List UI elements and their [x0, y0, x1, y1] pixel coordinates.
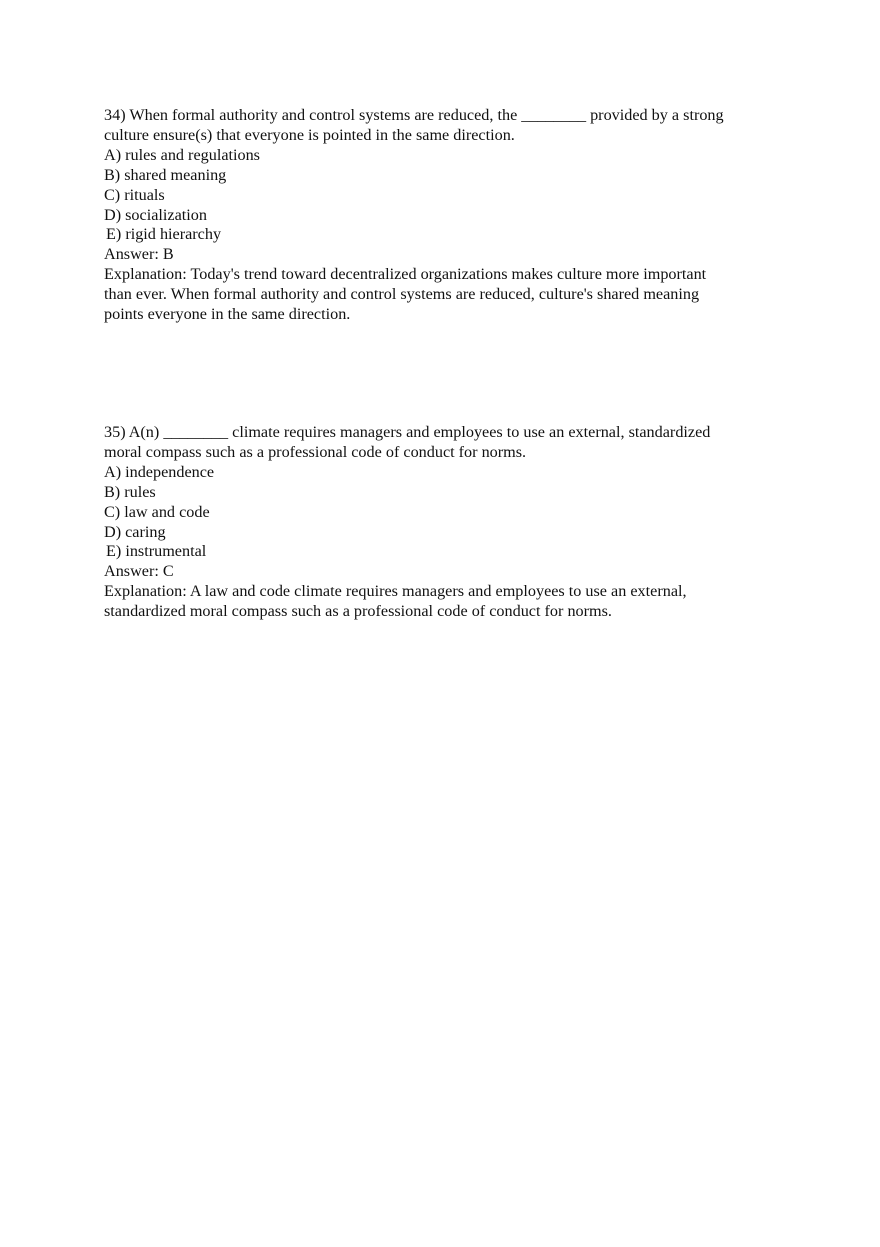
explanation-line: Explanation: Today's trend toward decentralized organizations makes culture more important [104, 265, 707, 284]
explanation-line: Explanation: A law and code climate requires managers and employees to use an external, [104, 582, 687, 601]
question-stem: culture ensure(s) that everyone is pointed in the same direction. [104, 125, 515, 144]
explanation-line: standardized moral compass such as a professional code of conduct for norms. [104, 602, 612, 621]
question-stem: 34) When formal authority and control systems are reduced, the ________ provided by a strong [104, 106, 724, 124]
question-35 [104, 423, 784, 622]
option-e: E) instrumental [106, 542, 207, 561]
option-a: A) independence [104, 462, 215, 481]
explanation-line: points everyone in the same direction. [104, 305, 351, 324]
question-stem: 35) A(n) ________ climate requires managers and employees to use an external, standardized [104, 423, 711, 441]
option-b: B) rules [104, 482, 156, 501]
question-stem: moral compass such as a professional code of conduct for norms. [104, 442, 527, 461]
option-c: C) rituals [104, 185, 165, 204]
answer-line: Answer: C [104, 562, 174, 581]
option-d: D) caring [104, 522, 166, 541]
option-a: A) rules and regulations [104, 145, 260, 164]
option-e: E) rigid hierarchy [106, 225, 222, 244]
option-d: D) socialization [104, 205, 207, 224]
question-34 [104, 106, 784, 325]
explanation-line: than ever. When formal authority and control systems are reduced, culture's shared meaning [104, 285, 700, 304]
option-b: B) shared meaning [104, 165, 227, 184]
answer-line: Answer: B [104, 245, 174, 264]
option-c: C) law and code [104, 502, 210, 521]
